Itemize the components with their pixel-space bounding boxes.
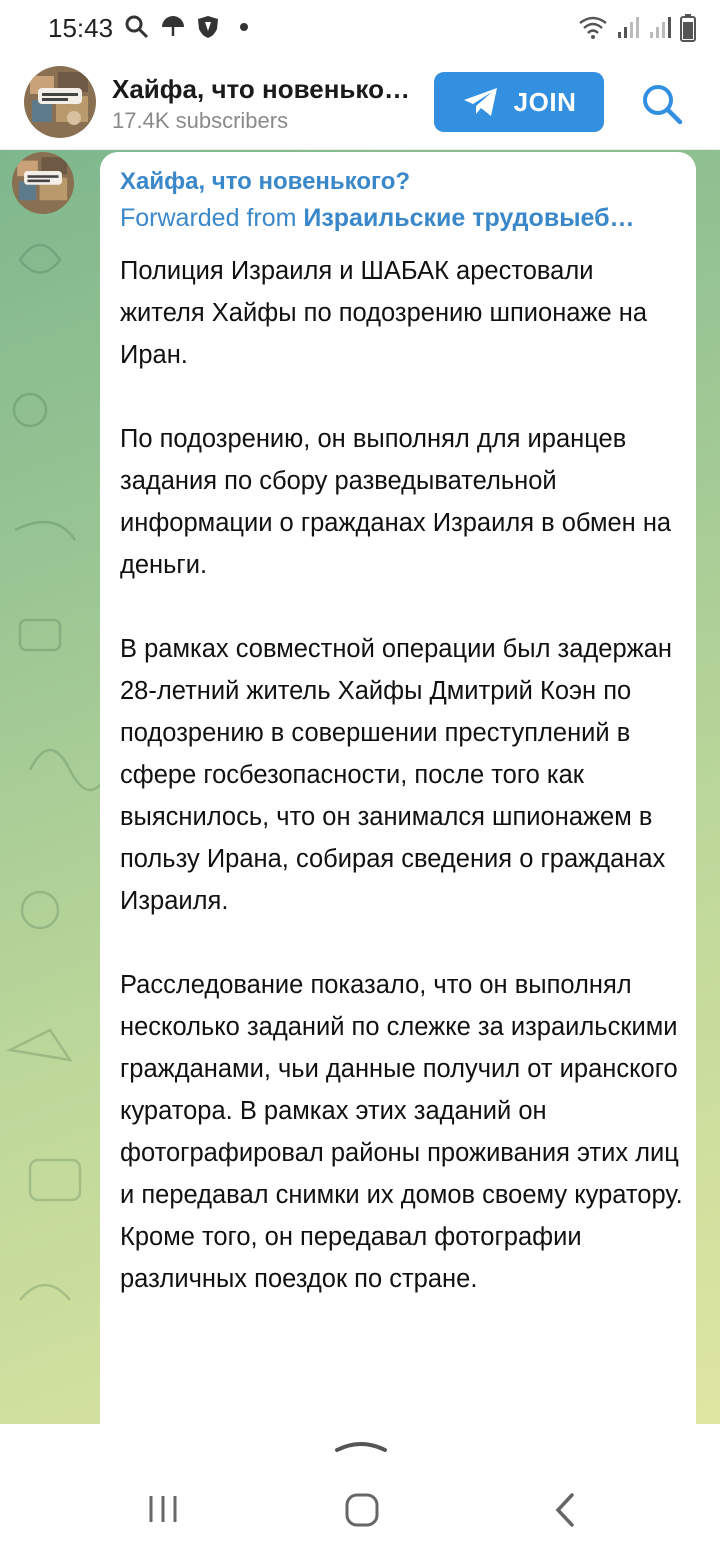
channel-title[interactable]: Хайфа, что новенько… [112, 74, 410, 104]
message-paragraph: В рамках совместной операции был задержан 28-летний житель Хайфы Дмитрий Коэн по подозрению в совершении преступлений в сфере госбезопасности, после того как выяснилось, что он занимался шпионажем в пользу Ирана, собирая сведения о гражданах Израиля. [120, 635, 672, 915]
status-icons-right [578, 14, 696, 42]
message-paragraph: Расследование показало, что он выполнял несколько заданий по слежке за израильскими гражданами, чьи данные получил от иранского куратора. В рамках этих заданий он фотографировал районы проживания этих лиц и передавал снимки их домов своему куратору. Кроме того, он передавал фотографии различных поездок по стране. [120, 971, 683, 1293]
back-icon[interactable] [552, 1492, 578, 1528]
chat-area[interactable] [0, 150, 720, 1424]
search-icon[interactable] [640, 82, 684, 126]
message-avatar[interactable] [12, 152, 74, 214]
forwarded-source[interactable]: Израильские трудовыеб… [303, 204, 635, 232]
recent-apps-icon[interactable] [146, 1492, 180, 1526]
status-bar [0, 0, 720, 56]
search-icon [124, 14, 150, 40]
forwarded-from[interactable] [120, 204, 680, 233]
channel-avatar[interactable] [24, 66, 96, 138]
signal-icon [648, 16, 672, 40]
home-icon[interactable] [344, 1492, 380, 1528]
message-text [120, 250, 685, 1342]
join-label: JOIN [513, 86, 577, 117]
join-button[interactable] [434, 72, 604, 132]
status-icons-left [124, 14, 248, 40]
message-paragraph: Полиция Израиля и ШАБАК арестовали жителя Хайфы по подозрению шпионаже на Иран. [120, 257, 648, 369]
message-bubble[interactable] [100, 152, 696, 1424]
notification-dot [240, 23, 248, 31]
subscriber-count: 17.4K subscribers [112, 108, 289, 133]
status-time: 15:43 [48, 13, 114, 43]
message-paragraph: По подозрению, он выполнял для иранцев задания по сбору разведывательной информации о гражданах Израиля в обмен на деньги. [120, 425, 672, 579]
wifi-icon [578, 15, 608, 41]
message-author[interactable]: Хайфа, что новенького? [120, 168, 411, 195]
channel-header [0, 56, 720, 150]
telegram-plane-icon [462, 86, 500, 118]
signal-icon [616, 16, 640, 40]
umbrella-icon [160, 14, 186, 40]
forwarded-prefix: Forwarded from [120, 204, 304, 232]
shield-icon [196, 14, 220, 40]
bottom-navigation [0, 1424, 720, 1560]
expand-handle-icon[interactable] [334, 1436, 388, 1454]
battery-icon [680, 14, 696, 42]
